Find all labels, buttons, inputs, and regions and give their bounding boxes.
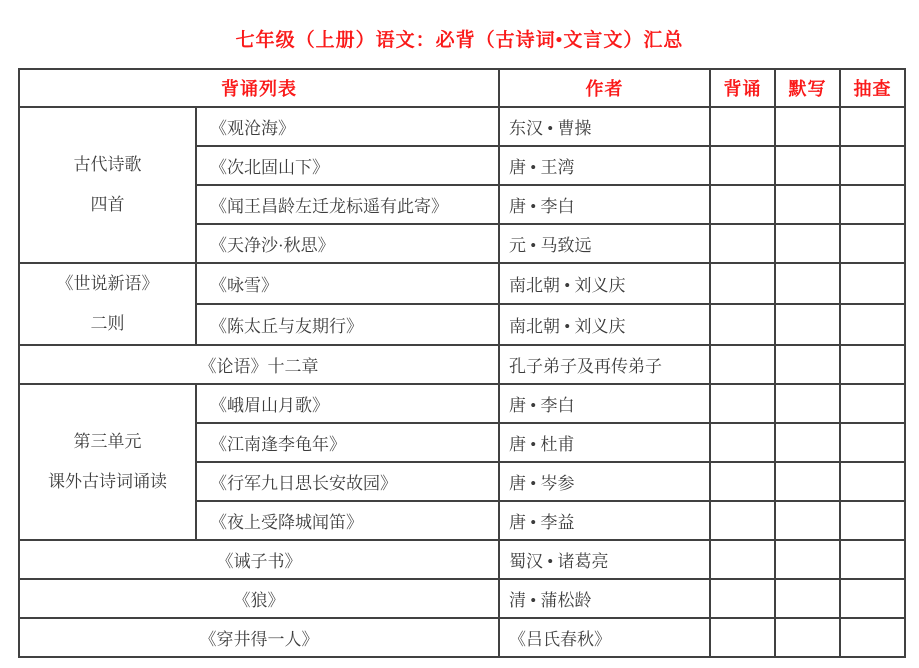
dictation-cell: [775, 146, 840, 185]
header-spot-check: 抽查: [840, 69, 905, 107]
author-cell: 《吕氏春秋》: [499, 618, 710, 657]
title-cell: 《峨眉山月歌》: [196, 384, 499, 423]
dictation-cell: [775, 384, 840, 423]
title-cell: 《咏雪》: [196, 263, 499, 304]
dictation-cell: [775, 540, 840, 579]
recite-cell: [710, 423, 775, 462]
recite-cell: [710, 263, 775, 304]
author-cell: 唐 • 杜甫: [499, 423, 710, 462]
table-row: [19, 540, 905, 579]
author-cell: 东汉 • 曹操: [499, 107, 710, 146]
spot-check-cell: [840, 579, 905, 618]
dictation-cell: [775, 185, 840, 224]
header-recitation-list: 背诵列表: [19, 69, 499, 107]
group-label-line1: 《世说新语》: [56, 274, 159, 293]
spot-check-cell: [840, 384, 905, 423]
memorization-table: [18, 68, 906, 658]
dictation-cell: [775, 263, 840, 304]
spot-check-cell: [840, 224, 905, 263]
table-row: [19, 384, 905, 423]
group-label-line2: 四首: [90, 195, 125, 214]
title-cell: 《观沧海》: [196, 107, 499, 146]
dictation-cell: [775, 107, 840, 146]
title-cell: 《行军九日思长安故园》: [196, 462, 499, 501]
table-row: [19, 345, 905, 384]
author-cell: 唐 • 岑参: [499, 462, 710, 501]
recite-cell: [710, 462, 775, 501]
title-cell: 《陈太丘与友期行》: [196, 304, 499, 345]
spot-check-cell: [840, 540, 905, 579]
header-author: 作者: [499, 69, 710, 107]
title-cell: 《诫子书》: [19, 540, 499, 579]
title-cell: 《夜上受降城闻笛》: [196, 501, 499, 540]
recite-cell: [710, 540, 775, 579]
spot-check-cell: [840, 423, 905, 462]
author-cell: 元 • 马致远: [499, 224, 710, 263]
recite-cell: [710, 384, 775, 423]
title-cell: 《江南逢李龟年》: [196, 423, 499, 462]
author-cell: 南北朝 • 刘义庆: [499, 304, 710, 345]
author-cell: 孔子弟子及再传弟子: [499, 345, 710, 384]
group-label-line2: 课外古诗词诵读: [48, 472, 167, 491]
spot-check-cell: [840, 185, 905, 224]
header-row: [19, 69, 905, 107]
dictation-cell: [775, 618, 840, 657]
dictation-cell: [775, 501, 840, 540]
recite-cell: [710, 146, 775, 185]
recite-cell: [710, 224, 775, 263]
group-cell-shishuoxinyu: [19, 263, 196, 345]
dictation-cell: [775, 304, 840, 345]
group-label-line2: 二则: [90, 314, 125, 333]
title-cell: 《天净沙·秋思》: [196, 224, 499, 263]
author-cell: 唐 • 李白: [499, 384, 710, 423]
title-cell: 《论语》十二章: [19, 345, 499, 384]
recite-cell: [710, 107, 775, 146]
author-cell: 清 • 蒲松龄: [499, 579, 710, 618]
recite-cell: [710, 618, 775, 657]
page-title: 七年级（上册）语文：必背（古诗词•文言文）汇总: [235, 30, 684, 51]
author-cell: 唐 • 李白: [499, 185, 710, 224]
dictation-cell: [775, 224, 840, 263]
spot-check-cell: [840, 263, 905, 304]
header-recite: 背诵: [710, 69, 775, 107]
author-cell: 蜀汉 • 诸葛亮: [499, 540, 710, 579]
group-label-line1: 第三单元: [73, 432, 142, 451]
recite-cell: [710, 345, 775, 384]
dictation-cell: [775, 579, 840, 618]
spot-check-cell: [840, 107, 905, 146]
spot-check-cell: [840, 345, 905, 384]
table-row: [19, 579, 905, 618]
group-cell-ancient-poems: [19, 107, 196, 263]
group-cell-unit3: [19, 384, 196, 540]
spot-check-cell: [840, 304, 905, 345]
spot-check-cell: [840, 618, 905, 657]
title-cell: 《狼》: [19, 579, 499, 618]
table-row: [19, 263, 905, 304]
header-dictation: 默写: [775, 69, 840, 107]
recite-cell: [710, 501, 775, 540]
spot-check-cell: [840, 146, 905, 185]
author-cell: 唐 • 李益: [499, 501, 710, 540]
spot-check-cell: [840, 501, 905, 540]
dictation-cell: [775, 345, 840, 384]
table-row: [19, 107, 905, 146]
author-cell: 南北朝 • 刘义庆: [499, 263, 710, 304]
title-cell: 《闻王昌龄左迁龙标遥有此寄》: [196, 185, 499, 224]
group-label-line1: 古代诗歌: [73, 155, 142, 174]
recite-cell: [710, 185, 775, 224]
title-cell: 《穿井得一人》: [19, 618, 499, 657]
author-cell: 唐 • 王湾: [499, 146, 710, 185]
table-row: [19, 618, 905, 657]
spot-check-cell: [840, 462, 905, 501]
recite-cell: [710, 304, 775, 345]
dictation-cell: [775, 462, 840, 501]
title-cell: 《次北固山下》: [196, 146, 499, 185]
recite-cell: [710, 579, 775, 618]
dictation-cell: [775, 423, 840, 462]
